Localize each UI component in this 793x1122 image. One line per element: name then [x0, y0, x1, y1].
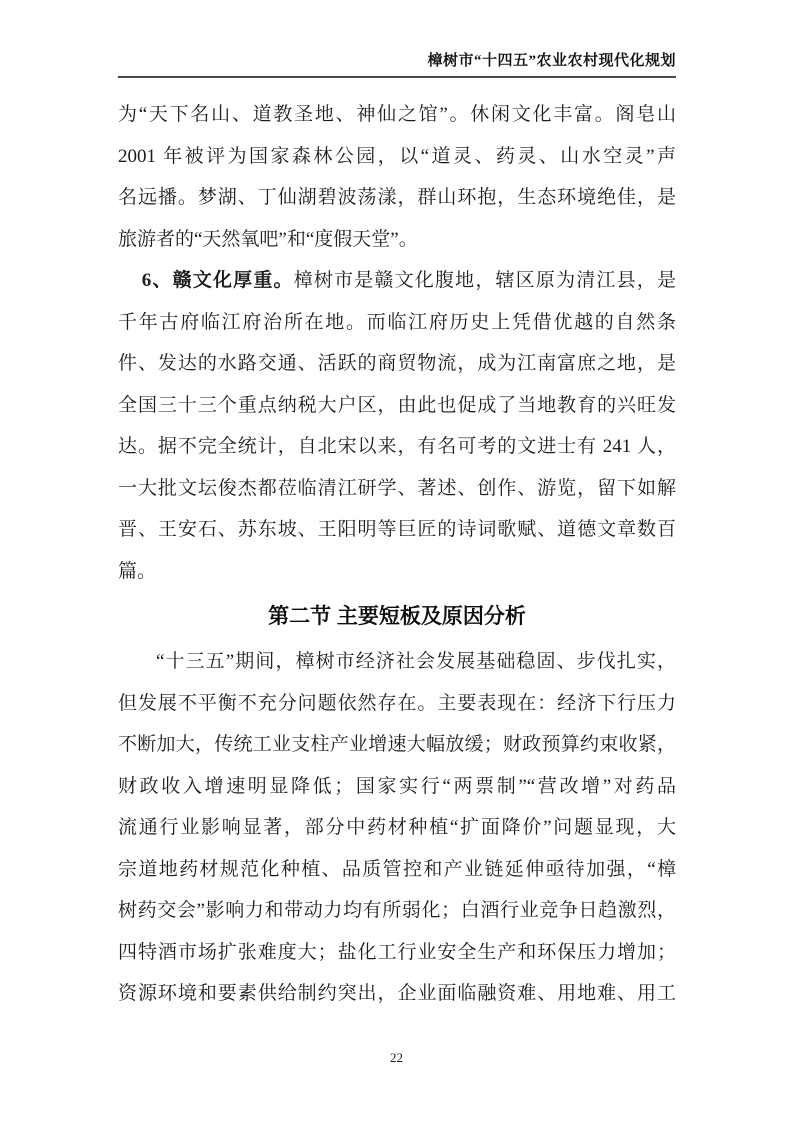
paragraph-line: 篇。 [118, 560, 157, 582]
paragraph-line: 全国三十三个重点纳税大户区，由此也促成了当地教育的兴旺发 [118, 394, 676, 416]
paragraph-line: 名远播。梦湖、丁仙湖碧波荡漾，群山环抱，生态环境绝佳，是 [118, 187, 676, 208]
paragraph-line: 达。据不完全统计，自北宋以来，有名可考的文进士有 241 人， [118, 436, 676, 457]
section-heading: 第二节 主要短板及原因分析 [268, 605, 526, 628]
page-number: 22 [390, 1050, 403, 1065]
paragraph-line: 流通行业影响显著，部分中药材种植“扩面降价”问题显现，大 [118, 817, 676, 838]
paragraph-line: 资源环境和要素供给制约突出，企业面临融资难、用地难、用工 [118, 983, 676, 1004]
paragraph-line: “十三五”期间，樟树市经济社会发展基础稳固、步伐扎实， [156, 651, 676, 672]
paragraph-line: 四特酒市场扩张难度大；盐化工行业安全生产和环保压力增加； [118, 941, 676, 963]
paragraph-line: 为“天下名山、道教圣地、神仙之馆”。休闲文化丰富。阁皂山 [118, 104, 676, 125]
paragraph-line: 一大批文坛俊杰都莅临清江研学、著述、创作、游览，留下如解 [118, 477, 676, 499]
body-text [118, 94, 676, 1015]
paragraph-line: 晋、王安石、苏东坡、王阳明等巨匠的诗词歌赋、道德文章数百 [118, 519, 676, 540]
paragraph-lead-text: 樟树市是赣文化腹地，辖区原为清江县，是 [293, 270, 676, 291]
paragraph-line: 件、发达的水路交通、活跃的商贸物流，成为江南富庶之地，是 [118, 353, 676, 374]
paragraph-line: 宗道地药材规范化种植、品质管控和产业链延伸亟待加强，“樟 [118, 858, 676, 880]
paragraph-line: 不断加大，传统工业支柱产业增速大幅放缓；财政预算约束收紧， [118, 734, 676, 755]
paragraph-lead-bold: 6、赣文化厚重。 [141, 270, 294, 291]
paragraph-line: 树药交会”影响力和带动力均有所弱化；白酒行业竞争日趋激烈， [118, 900, 676, 921]
paragraph-line: 财政收入增速明显降低；国家实行“两票制”“营改增”对药品 [118, 775, 676, 797]
paragraph-line: 但发展不平衡不充分问题依然存在。主要表现在：经济下行压力 [118, 692, 676, 714]
paragraph-line [118, 260, 676, 302]
paragraph-line: 旅游者的“天然氧吧”和“度假天堂”。 [118, 228, 418, 250]
running-header-title: 樟树市“十四五”农业农村现代化规划 [118, 52, 676, 78]
paragraph-line: 千年古府临江府治所在地。而临江府历史上凭借优越的自然条 [118, 311, 676, 333]
paragraph-line: 2001 年被评为国家森林公园，以“道灵、药灵、山水空灵”声 [118, 145, 676, 167]
